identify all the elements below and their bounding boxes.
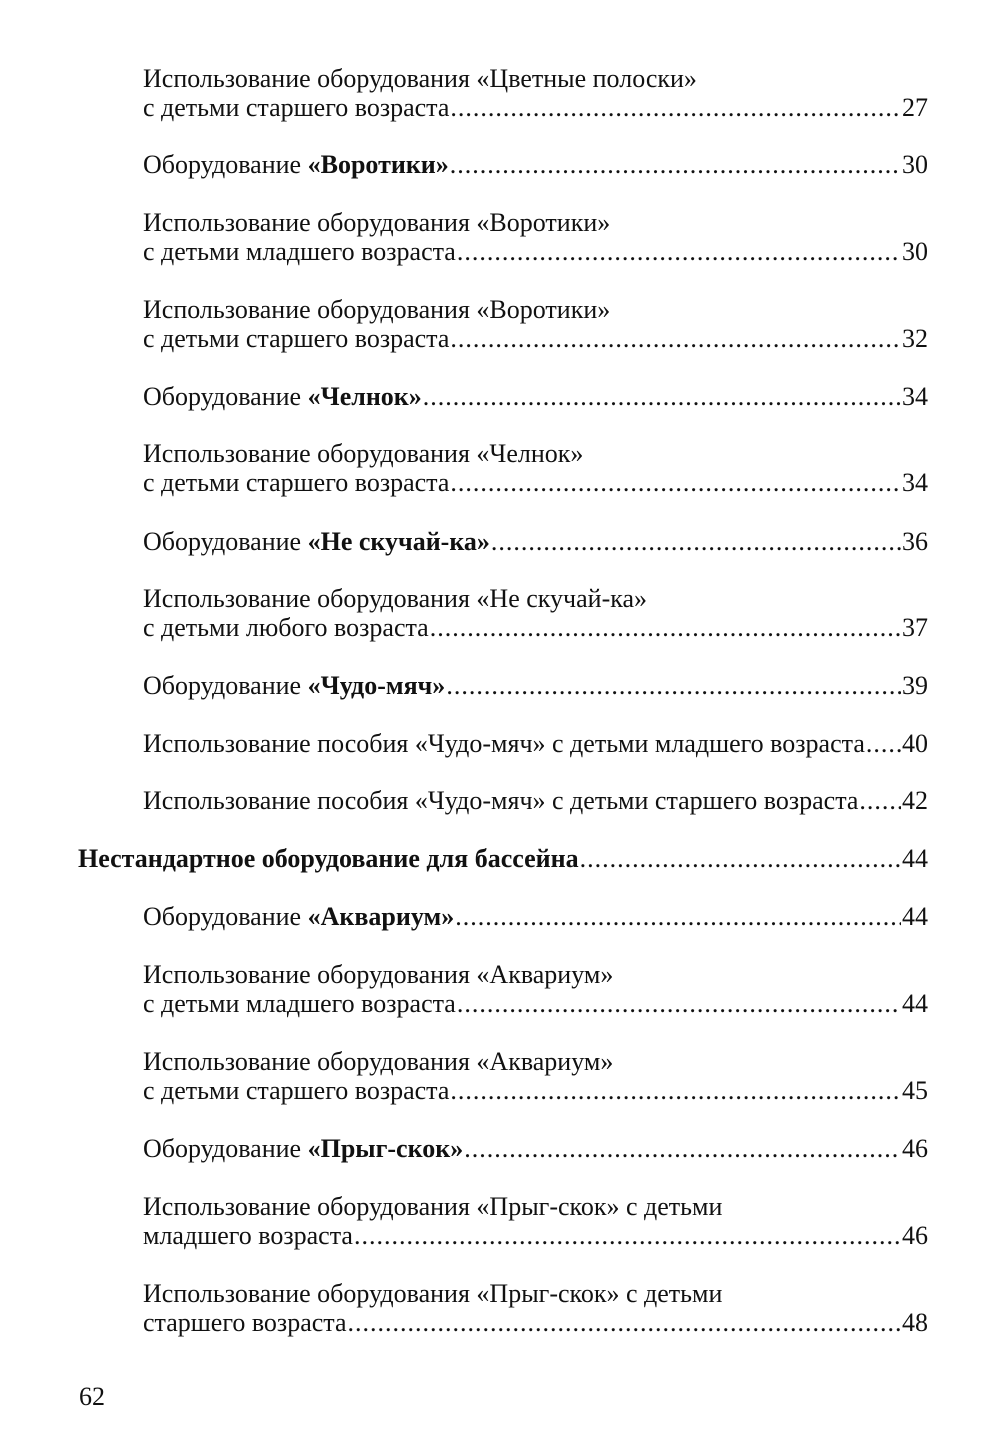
dot-leader xyxy=(423,382,901,411)
toc-entry-last-line xyxy=(143,324,928,353)
toc-entry-text: младшего возраста xyxy=(143,1221,353,1250)
dot-leader xyxy=(450,93,901,122)
toc-entry-last-line xyxy=(143,786,928,815)
dot-leader xyxy=(457,237,901,266)
toc-entry-last-line xyxy=(78,844,928,873)
toc-page-number: 37 xyxy=(902,613,928,642)
toc-entry-bold-title: «Аквариум» xyxy=(307,902,455,931)
toc-entry xyxy=(143,1134,928,1163)
toc-entry-text: с детьми младшего возраста xyxy=(143,237,456,266)
dot-leader xyxy=(464,1134,901,1163)
toc-page-number: 46 xyxy=(902,1221,928,1250)
toc-page-number: 36 xyxy=(902,527,928,556)
toc-entry-last-line xyxy=(143,613,928,642)
toc-page-number: 30 xyxy=(902,150,928,179)
toc-entry xyxy=(143,208,928,266)
dot-leader xyxy=(450,1076,901,1105)
toc-entry-text: Оборудование «Не скучай-ка» xyxy=(143,527,490,556)
toc-page-number: 46 xyxy=(902,1134,928,1163)
toc-entry-text: с детьми младшего возраста xyxy=(143,989,456,1018)
toc-entry-text: Использование оборудования «Не скучай-ка» xyxy=(143,584,648,613)
dot-leader xyxy=(580,844,901,873)
toc-page-number: 30 xyxy=(902,237,928,266)
toc-page-number: 44 xyxy=(902,989,928,1018)
toc-entry-text: Использование оборудования «Прыг-скок» с детьми xyxy=(143,1192,723,1221)
toc-section-heading xyxy=(78,844,928,873)
toc-entry xyxy=(143,382,928,411)
toc-entry-text: Использование пособия «Чудо-мяч» с детьми старшего возраста xyxy=(143,786,859,815)
toc-entry xyxy=(143,64,928,122)
toc-page-number: 45 xyxy=(902,1076,928,1105)
toc-entry-last-line xyxy=(143,729,928,758)
toc-page-number: 32 xyxy=(902,324,928,353)
toc-entry-text: старшего возраста xyxy=(143,1308,347,1337)
dot-leader xyxy=(348,1308,901,1337)
toc-page-number: 27 xyxy=(902,93,928,122)
dot-leader xyxy=(457,989,901,1018)
toc-entry-text: Использование оборудования «Аквариум» xyxy=(143,1047,614,1076)
toc-entry-text: Оборудование «Чудо-мяч» xyxy=(143,671,446,700)
toc-page-number: 42 xyxy=(902,786,928,815)
toc-entry-bold-title: «Прыг-скок» xyxy=(307,1134,464,1163)
toc-entry-last-line xyxy=(143,1308,928,1337)
toc-entry-bold-title: «Воротики» xyxy=(307,150,449,179)
toc-entry xyxy=(143,295,928,353)
toc-entry xyxy=(143,786,928,815)
toc-entry-last-line xyxy=(143,1134,928,1163)
toc-entry xyxy=(143,439,928,497)
toc-entry-bold-title: «Не скучай-ка» xyxy=(307,527,490,556)
dot-leader xyxy=(450,468,901,497)
toc-entry-last-line xyxy=(143,237,928,266)
toc-entry xyxy=(143,584,928,642)
toc-entry-last-line xyxy=(143,989,928,1018)
toc-entry-text: Использование оборудования «Цветные полоски» xyxy=(143,64,697,93)
toc-entry-text: Оборудование «Челнок» xyxy=(143,382,422,411)
toc-entry-text: с детьми старшего возраста xyxy=(143,468,450,497)
toc-entry-text: Использование пособия «Чудо-мяч» с детьми младшего возраста xyxy=(143,729,865,758)
toc-entry-text: Оборудование «Прыг-скок» xyxy=(143,1134,464,1163)
toc-entry xyxy=(143,1279,928,1337)
toc-page-number: 48 xyxy=(902,1308,928,1337)
toc-entry-text: Использование оборудования «Аквариум» xyxy=(143,960,614,989)
toc-entry-text: с детьми старшего возраста xyxy=(143,324,450,353)
toc-page-number: 44 xyxy=(902,902,928,931)
dot-leader xyxy=(450,150,901,179)
dot-leader xyxy=(450,324,901,353)
toc-entry xyxy=(143,729,928,758)
toc-entry-last-line xyxy=(143,671,928,700)
toc-entry-text: с детьми старшего возраста xyxy=(143,1076,450,1105)
page-number: 62 xyxy=(79,1382,105,1411)
toc-entry xyxy=(143,150,928,179)
toc-entry xyxy=(143,671,928,700)
toc-entry xyxy=(143,1192,928,1250)
toc-page-number: 40 xyxy=(902,729,928,758)
toc-entry-text: с детьми старшего возраста xyxy=(143,93,450,122)
toc-page-number: 34 xyxy=(902,468,928,497)
dot-leader xyxy=(430,613,901,642)
toc-page-number: 44 xyxy=(902,844,928,873)
dot-leader xyxy=(455,902,901,931)
toc-entry-last-line xyxy=(143,527,928,556)
dot-leader xyxy=(491,527,901,556)
dot-leader xyxy=(859,786,901,815)
toc-entry xyxy=(143,960,928,1018)
dot-leader xyxy=(446,671,901,700)
toc-entry-last-line xyxy=(143,1221,928,1250)
toc-entry-text: Оборудование «Воротики» xyxy=(143,150,449,179)
toc-entry-bold-title: «Челнок» xyxy=(307,382,422,411)
toc-entry-last-line xyxy=(143,150,928,179)
toc-entry-text: Оборудование «Аквариум» xyxy=(143,902,455,931)
toc-entry-last-line xyxy=(143,902,928,931)
toc-page-number: 39 xyxy=(902,671,928,700)
dot-leader xyxy=(354,1221,901,1250)
toc-page-number: 34 xyxy=(902,382,928,411)
toc-entry-last-line xyxy=(143,93,928,122)
toc-entry-text: с детьми любого возраста xyxy=(143,613,429,642)
dot-leader xyxy=(866,729,901,758)
toc-entry-last-line xyxy=(143,1076,928,1105)
toc-section-title: Нестандартное оборудование для бассейна xyxy=(78,844,579,873)
toc-entry xyxy=(143,902,928,931)
toc-entry-text: Использование оборудования «Воротики» xyxy=(143,295,611,324)
toc-entry-text: Использование оборудования «Воротики» xyxy=(143,208,611,237)
toc-entry-bold-title: «Чудо-мяч» xyxy=(307,671,446,700)
toc-entry-last-line xyxy=(143,468,928,497)
toc-entry-last-line xyxy=(143,382,928,411)
toc-entry-text: Использование оборудования «Челнок» xyxy=(143,439,584,468)
toc-entry xyxy=(143,1047,928,1105)
toc-entry-text: Использование оборудования «Прыг-скок» с детьми xyxy=(143,1279,723,1308)
toc-entry xyxy=(143,527,928,556)
